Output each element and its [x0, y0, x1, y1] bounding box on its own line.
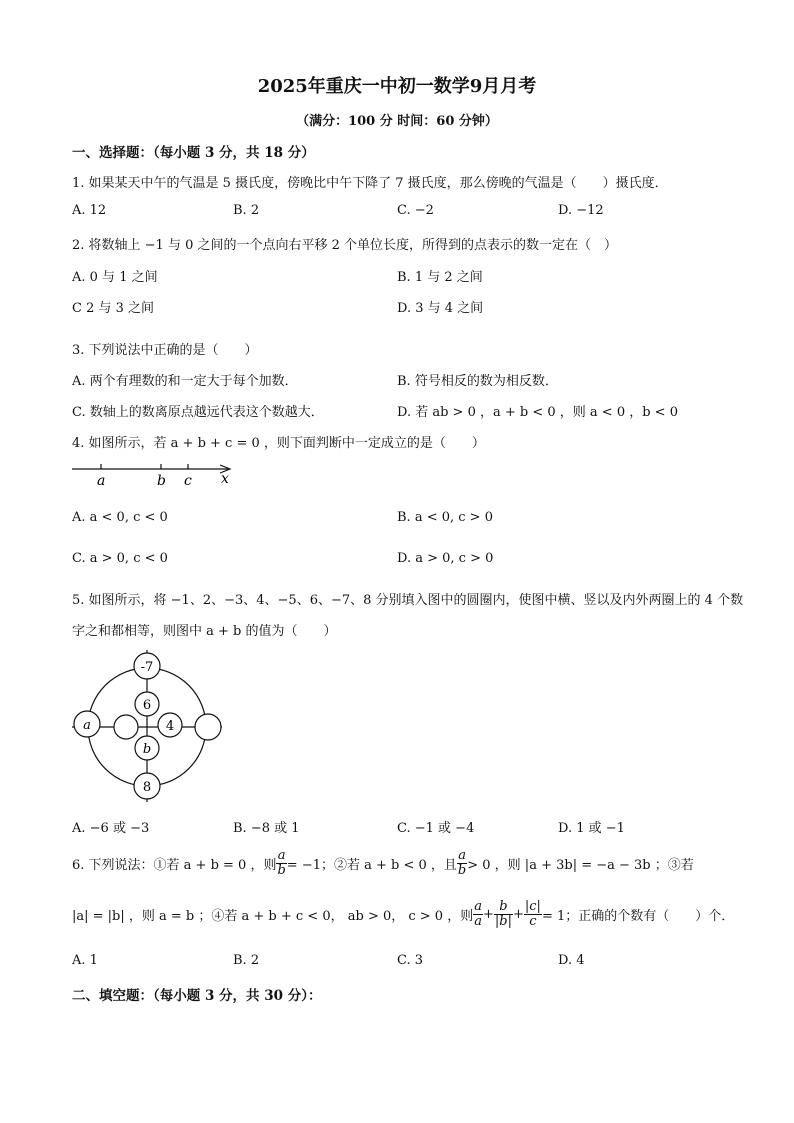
- q4-option-c: C. a > 0, c < 0: [72, 551, 168, 566]
- q6-fraction-1: [276, 849, 286, 877]
- q6-fraction-5: [524, 900, 542, 928]
- q5-option-c: C. −1 或 −4: [397, 821, 475, 836]
- question-6-line2: |a| = |b| ，则 a = b ；④若 a + b + c < 0， ab > 0， c > 0 ，则 $\frac{a}{a}$ + $\frac{b}{|b|}$ + $\frac{|c|}{c}$ = 1；正确的个数有（ ）个．: [72, 898, 735, 929]
- q6-frac5-num: |c|: [524, 898, 541, 914]
- q6-part1-prefix: 6. 下列说法：①若 a + b = 0 ，则: [72, 857, 277, 873]
- q6-part1-mid: = −1；②若 a + b < 0 ，且: [286, 857, 457, 873]
- q2-option-a: A. 0 与 1 之间: [72, 270, 158, 285]
- q6-part1-suffix: > 0 ，则 |a + 3b| = −a − 3b ；③若: [467, 857, 694, 873]
- q6-fraction-4: [494, 900, 513, 928]
- q6-option-b: B. 2: [233, 953, 260, 968]
- q6-part2-prefix: |a| = |b| ，则 a = b ；④若 a + b + c < 0， ab > 0， c > 0 ，则: [72, 908, 474, 924]
- page-title: 2025年重庆一中初一数学9月月考: [257, 76, 537, 97]
- circle-diagram-figure: [70, 650, 230, 802]
- q1-option-d: D. −12: [558, 203, 604, 218]
- question-4-stem: 4. 如图所示，若 a + b + c = 0 ，则下面判断中一定成立的是（ ）: [72, 436, 485, 451]
- q6-option-a: A. 1: [72, 953, 98, 968]
- q3-option-b: B. 符号相反的数为相反数．: [397, 374, 558, 389]
- circle-label-top: -7: [140, 660, 154, 675]
- q6-part2-suffix: = 1；正确的个数有（ ）个．: [541, 908, 735, 924]
- q1-option-a: A. 12: [72, 203, 107, 218]
- q6-frac1-den: b: [277, 862, 286, 878]
- question-5-stem-line2: 字之和都相等，则图中 a + b 的值为（ ）: [72, 624, 337, 639]
- q6-frac2-num: a: [458, 847, 466, 863]
- q6-frac2-den: b: [457, 862, 467, 878]
- circle-label-inner-right: 4: [165, 719, 175, 734]
- q5-option-d: D. 1 或 −1: [558, 821, 625, 836]
- q4-option-b: B. a < 0, c > 0: [397, 510, 493, 525]
- q5-option-b: B. −8 或 1: [233, 821, 300, 836]
- q2-option-b: B. 1 与 2 之间: [397, 270, 483, 285]
- q3-option-c: C. 数轴上的数离原点越远代表这个数越大．: [72, 405, 324, 420]
- q3-option-d: D. 若 ab > 0 ，a + b < 0 ，则 a < 0 ，b < 0: [397, 405, 678, 420]
- circle-label-inner-top: 6: [142, 698, 152, 713]
- question-3-stem: 3. 下列说法中正确的是（ ）: [72, 343, 258, 358]
- q6-frac3-num: a: [474, 898, 482, 914]
- q1-option-b: B. 2: [233, 203, 260, 218]
- circle-label-left: a: [83, 718, 91, 733]
- question-5-stem-line1: 5. 如图所示，将 −1、2、−3、4、−5、6、−7、8 分别填入图中的圆圈内，使图中横、竖以及内外两圈上的 4 个数: [72, 593, 744, 608]
- q6-option-d: D. 4: [558, 953, 585, 968]
- axis-label-c: c: [184, 473, 192, 488]
- q6-frac4-den: |b|: [494, 913, 512, 929]
- axis-label-b: b: [157, 473, 166, 488]
- q6-fraction-2: [457, 849, 467, 877]
- q2-option-c: C 2 与 3 之间: [72, 301, 155, 316]
- q2-option-d: D. 3 与 4 之间: [397, 301, 484, 316]
- circle-label-bottom: 8: [142, 780, 152, 795]
- axis-label-a: a: [97, 473, 106, 488]
- axis-label-x: x: [221, 471, 229, 487]
- q6-frac4-num: b: [494, 900, 513, 915]
- q6-frac1-num: a: [277, 847, 286, 863]
- q6-frac3-den: a: [474, 913, 482, 929]
- circle-label-inner-bottom: b: [142, 742, 152, 757]
- question-6-line1: [72, 844, 694, 882]
- q4-option-d: D. a > 0, c > 0: [397, 551, 494, 566]
- section-heading-fill-in: 二、填空题：（每小题 3 分，共 30 分）：: [72, 988, 322, 1004]
- q6-fraction-3: [473, 900, 483, 928]
- q3-option-a: A. 两个有理数的和一定大于每个加数．: [72, 374, 298, 389]
- q4-option-a: A. a < 0, c < 0: [72, 510, 168, 525]
- question-1-stem: 1. 如果某天中午的气温是 5 摄氏度，傍晚比中午下降了 7 摄氏度，那么傍晚的气温是（ ）摄氏度．: [72, 176, 668, 191]
- q1-option-c: C. −2: [397, 203, 434, 218]
- q6-frac5-den: c: [529, 913, 537, 929]
- page-subtitle: （满分：100 分 时间：60 分钟）: [296, 114, 498, 129]
- q6-option-c: C. 3: [397, 953, 424, 968]
- q5-option-a: A. −6 或 −3: [72, 821, 150, 836]
- question-2-stem: 2. 将数轴上 −1 与 0 之间的一个点向右平移 2 个单位长度，所得到的点表示的数一定在（ ）: [72, 238, 618, 253]
- number-line-figure: [70, 460, 240, 488]
- section-heading-choice: 一、选择题：（每小题 3 分，共 18 分）: [72, 145, 315, 161]
